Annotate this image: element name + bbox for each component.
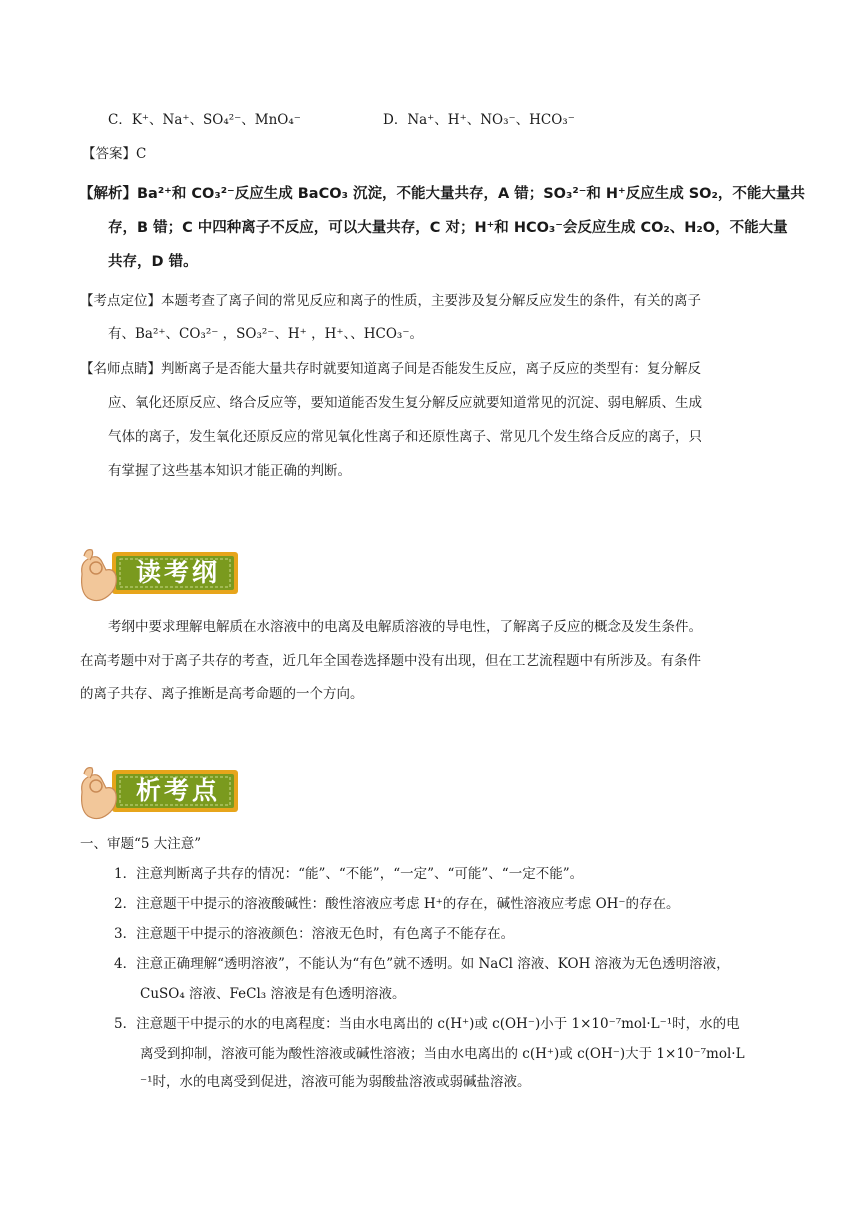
xikaodian-item-4-line-2: CuSO₄ 溶液、FeCl₃ 溶液是有色透明溶液。 bbox=[140, 986, 406, 1002]
xikaodian-item-5-line-2: 离受到抑制，溶液可能为酸性溶液或碱性溶液；当由水电离出的 c(H⁺)或 c(OH⁻)大于 1×10⁻⁷mol·L bbox=[140, 1046, 745, 1062]
banner-dukaogang-label: 读考纲 bbox=[135, 558, 220, 587]
mingshi-line-1: 【名师点睛】判断离子是否能大量共存时就要知道离子间是否能发生反应，离子反应的类型有：复分解反 bbox=[80, 361, 701, 377]
option-d: D．Na⁺、H⁺、NO₃⁻、HCO₃⁻ bbox=[383, 112, 575, 128]
dukaogang-line-3: 的离子共存、离子推断是高考命题的一个方向。 bbox=[80, 686, 364, 702]
xikaodian-item-5-line-1: 5．注意题干中提示的水的电离程度：当由水电离出的 c(H⁺)或 c(OH⁻)小于 1×10⁻⁷mol·L⁻¹时，水的电 bbox=[114, 1016, 740, 1032]
mingshi-line-2: 应、氧化还原反应、络合反应等，要知道能否发生复分解反应就要知道常见的沉淀、弱电解质、生成 bbox=[108, 395, 702, 411]
xikaodian-item-5-line-3: ⁻¹时，水的电离受到促进，溶液可能为弱酸盐溶液或弱碱盐溶液。 bbox=[140, 1074, 531, 1090]
dukaogang-line-2: 在高考题中对于离子共存的考查，近几年全国卷选择题中没有出现，但在工艺流程题中有所涉及。有条件 bbox=[80, 653, 701, 669]
xikaodian-item-3: 3．注意题干中提示的溶液颜色：溶液无色时，有色离子不能存在。 bbox=[114, 926, 515, 942]
analysis-line-1: 【解析】Ba²⁺和 CO₃²⁻反应生成 BaCO₃ 沉淀，不能大量共存，A 错；SO₃²⁻和 H⁺反应生成 SO₂，不能大量共 bbox=[79, 186, 805, 202]
xikaodian-item-2: 2．注意题干中提示的溶液酸碱性：酸性溶液应考虑 H⁺的存在，碱性溶液应考虑 OH⁻的存在。 bbox=[114, 896, 680, 912]
kaodian-line-2: 有、Ba²⁺、CO₃²⁻ ，SO₃²⁻、H⁺ ，H⁺、、HCO₃⁻。 bbox=[108, 326, 423, 342]
mingshi-line-4: 有掌握了这些基本知识才能正确的判断。 bbox=[108, 463, 351, 479]
banner-xikaodian-label: 析考点 bbox=[135, 776, 220, 805]
xikaodian-heading: 一、审题“5 大注意” bbox=[80, 836, 202, 852]
banner-xikaodian bbox=[76, 762, 242, 824]
xikaodian-item-4-line-1: 4．注意正确理解“透明溶液”，不能认为“有色”就不透明。如 NaCl 溶液、KOH 溶液为无色透明溶液， bbox=[114, 956, 730, 972]
xikaodian-item-1: 1．注意判断离子共存的情况：“能”、“不能”，“一定”、“可能”、“一定不能”。 bbox=[114, 866, 584, 882]
banner-dukaogang bbox=[76, 544, 242, 606]
mingshi-line-3: 气体的离子，发生氧化还原反应的常见氧化性离子和还原性离子、常见几个发生络合反应的离子，只 bbox=[108, 429, 702, 445]
analysis-line-3: 共存，D 错。 bbox=[108, 254, 198, 270]
answer: 【答案】C bbox=[82, 146, 147, 162]
analysis-line-2: 存，B 错；C 中四种离子不反应，可以大量共存，C 对；H⁺和 HCO₃⁻会反应生成 CO₂、H₂O，不能大量 bbox=[108, 220, 788, 236]
kaodian-line-1: 【考点定位】本题考查了离子间的常见反应和离子的性质，主要涉及复分解反应发生的条件，有关的离子 bbox=[80, 293, 701, 309]
option-c: C．K⁺、Na⁺、SO₄²⁻、MnO₄⁻ bbox=[108, 112, 301, 128]
dukaogang-line-1: 考纲中要求理解电解质在水溶液中的电离及电解质溶液的导电性，了解离子反应的概念及发生条件。 bbox=[108, 619, 702, 635]
